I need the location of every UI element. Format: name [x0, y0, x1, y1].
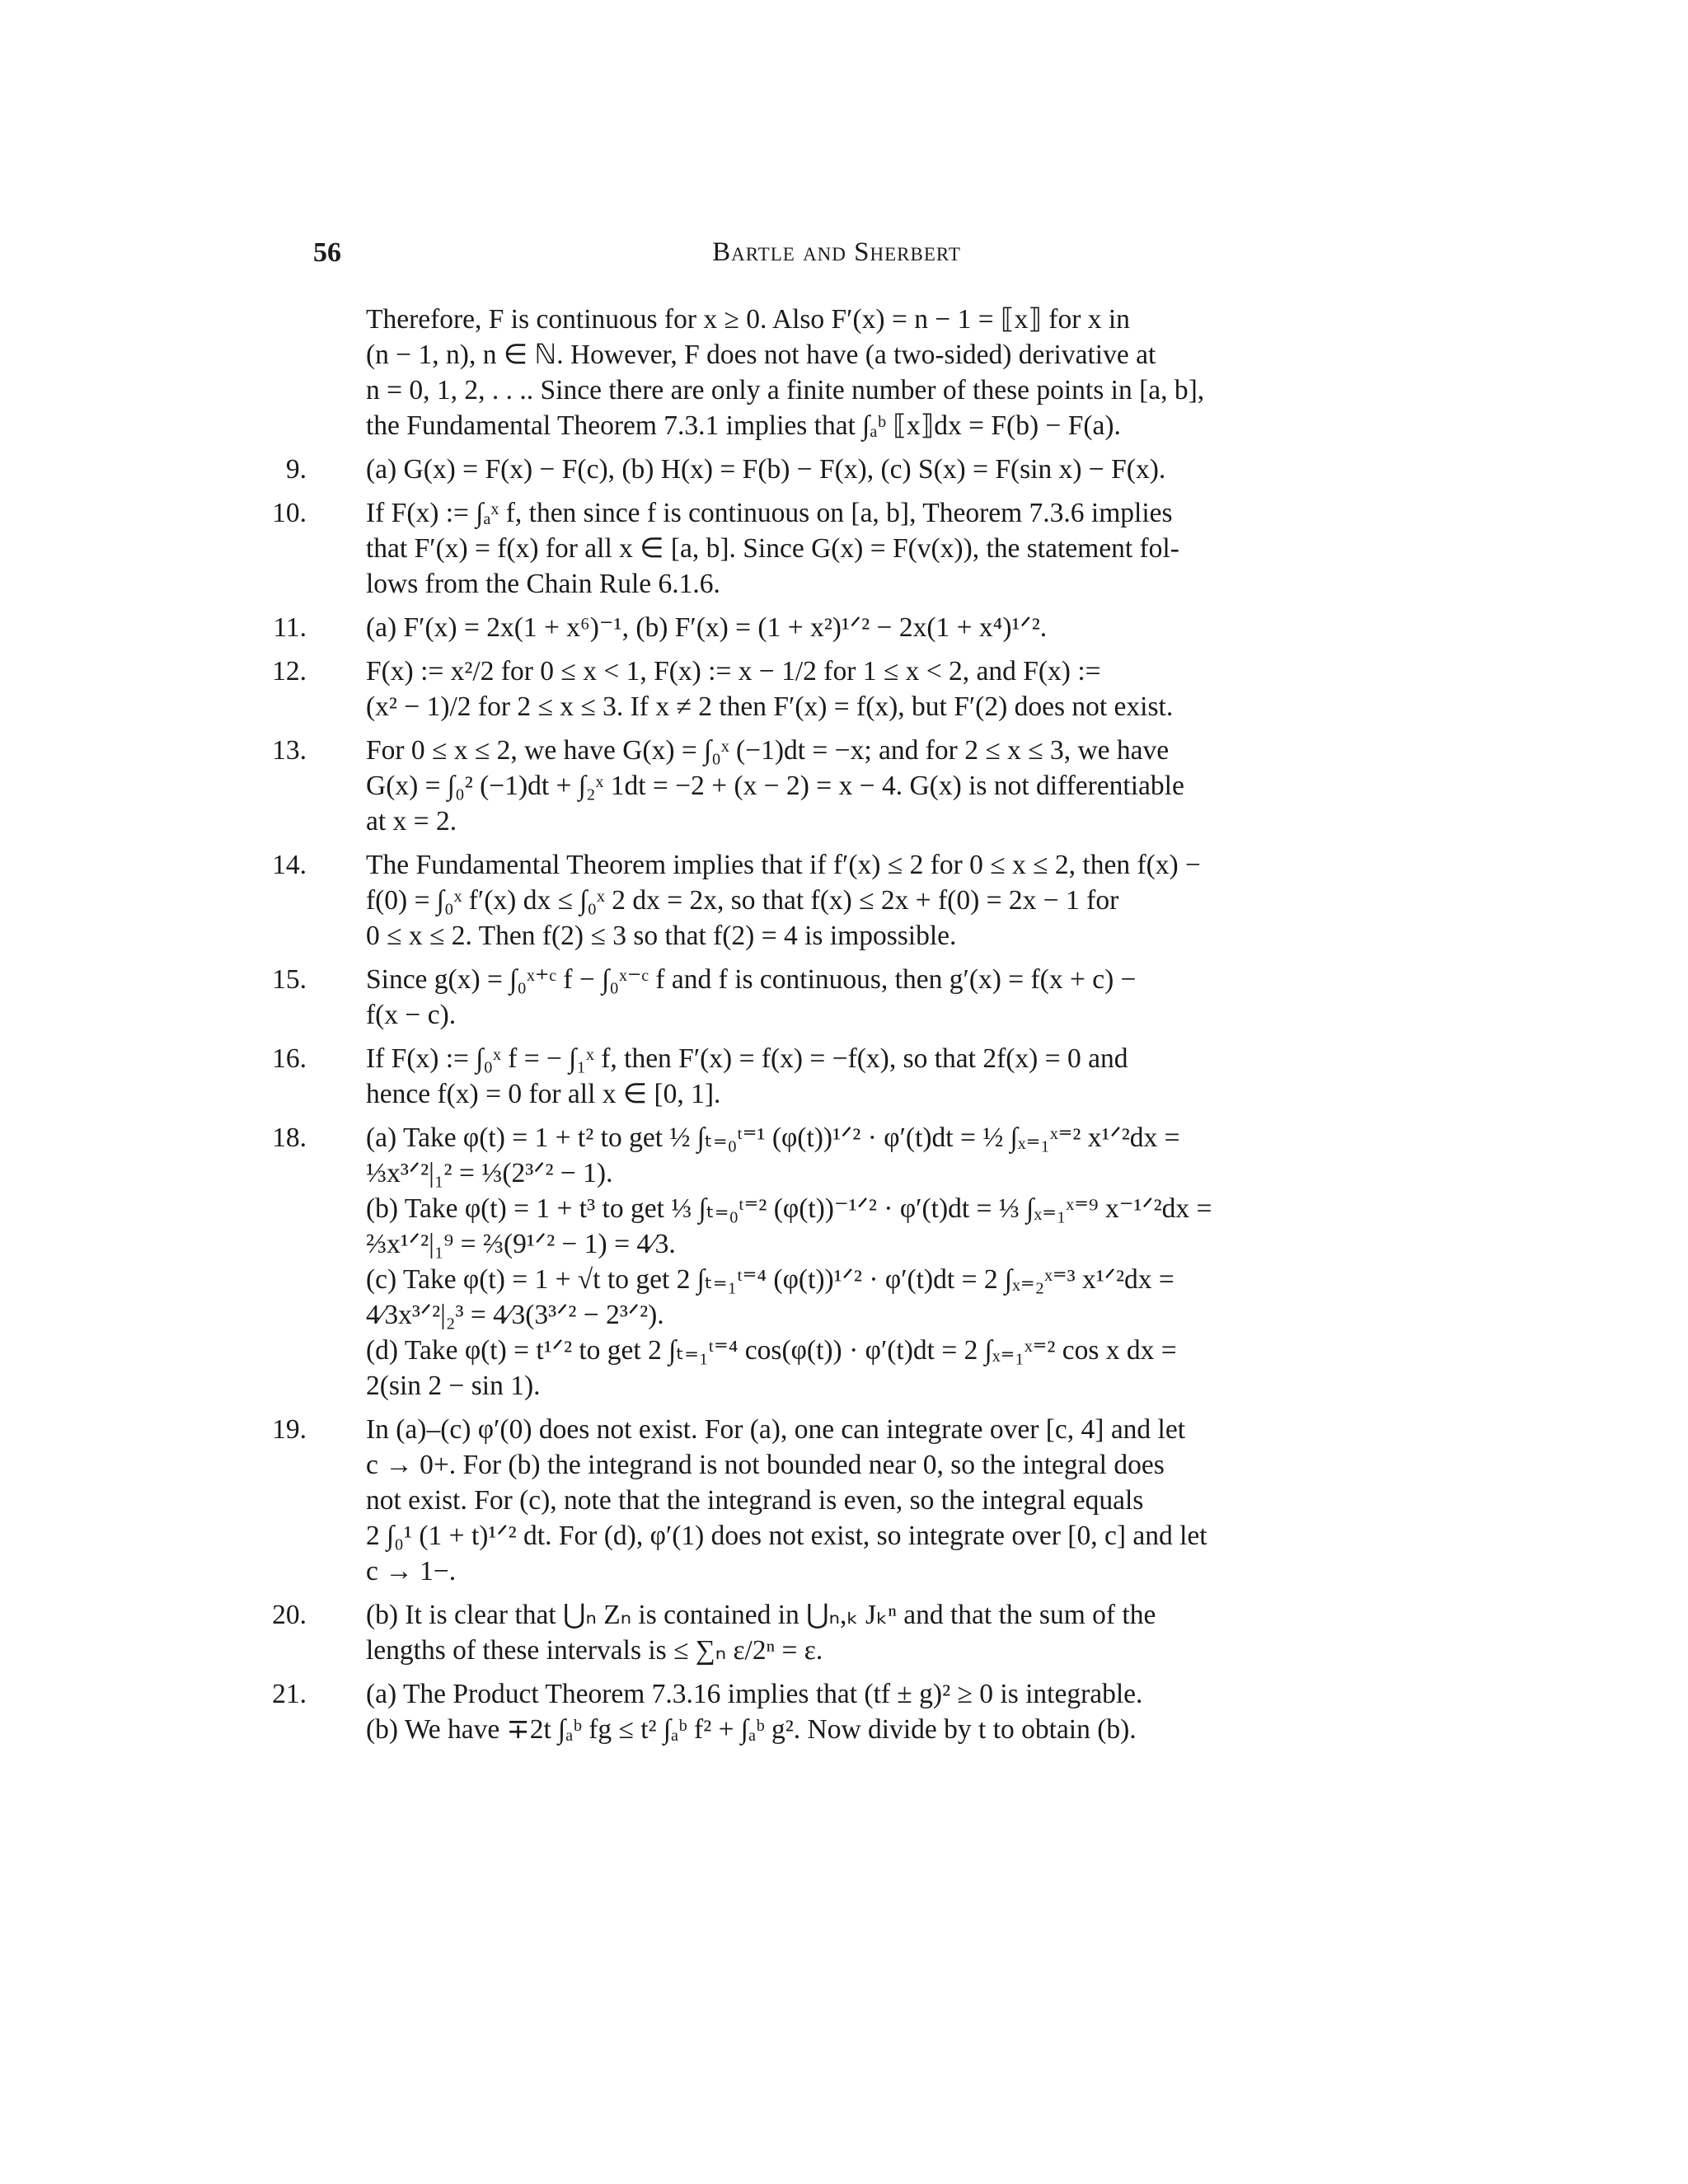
text-line: (n − 1, n), n ∈ ℕ. However, F does not have (a two-sided) derivative at [366, 340, 1156, 370]
text-line: (c) Take φ(t) = 1 + √t to get 2 ∫ₜ₌₁ᵗ⁼⁴ (φ(t))¹ᐟ² · φ′(t)dt = 2 ∫ₓ₌₂ˣ⁼³ x¹ᐟ²dx = [366, 1264, 1175, 1295]
exercise-number: 16. [272, 1043, 307, 1074]
text-line: 2(sin 2 − sin 1). [366, 1371, 541, 1401]
exercise-text [366, 962, 1360, 1033]
exercise-15 [272, 962, 1360, 1033]
exercise-16 [272, 1041, 1360, 1112]
exercise-11 [273, 610, 1360, 645]
text-line: (a) Take φ(t) = 1 + t² to get ½ ∫ₜ₌₀ᵗ⁼¹ (φ(t))¹ᐟ² · φ′(t)dt = ½ ∫ₓ₌₁ˣ⁼² x¹ᐟ²dx = [366, 1122, 1180, 1153]
exercise-number: 14. [272, 850, 307, 880]
exercise-number: 10. [272, 498, 307, 528]
text-line: at x = 2. [366, 806, 457, 837]
text-line: (b) We have ∓2t ∫ₐᵇ fg ≤ t² ∫ₐᵇ f² + ∫ₐᵇ g². Now divide by t to obtain (b). [366, 1714, 1137, 1745]
text-line: that F′(x) = f(x) for all x ∈ [a, b]. Since G(x) = F(v(x)), the statement fol- [366, 533, 1179, 564]
page-header [313, 237, 1360, 279]
exercise-text [366, 1597, 1360, 1668]
text-line: G(x) = ∫₀² (−1)dt + ∫₂ˣ 1dt = −2 + (x − 2) = x − 4. G(x) is not differentiable [366, 771, 1184, 801]
exercise-text [366, 654, 1360, 724]
page-number: 56 [313, 237, 341, 268]
exercise-20 [272, 1597, 1360, 1668]
exercise-18 [272, 1120, 1360, 1404]
text-line: ⅔x¹ᐟ²|₁⁹ = ⅔(9¹ᐟ² − 1) = 4⁄3. [366, 1229, 676, 1259]
exercise-number: 12. [272, 656, 307, 687]
exercise-14 [272, 847, 1360, 954]
exercise-21 [272, 1676, 1360, 1747]
text-line: 2 ∫₀¹ (1 + t)¹ᐟ² dt. For (d), φ′(1) does not exist, so integrate over [0, c] and let [366, 1521, 1207, 1551]
text-line: The Fundamental Theorem implies that if f′(x) ≤ 2 for 0 ≤ x ≤ 2, then f(x) − [366, 850, 1201, 880]
exercise-number: 9. [285, 454, 307, 485]
exercise-text [366, 1412, 1360, 1589]
text-line: lows from the Chain Rule 6.1.6. [366, 569, 720, 599]
text-line: not exist. For (c), note that the integrand is even, so the integral equals [366, 1485, 1144, 1516]
exercise-19 [272, 1412, 1360, 1589]
exercise-text [366, 452, 1360, 487]
text-line: 0 ≤ x ≤ 2. Then f(2) ≤ 3 so that f(2) = 4 is impossible. [366, 921, 957, 951]
exercise-text [366, 610, 1360, 645]
text-line: (x² − 1)/2 for 2 ≤ x ≤ 3. If x ≠ 2 then F′(x) = f(x), but F′(2) does not exist. [366, 691, 1174, 722]
exercise-number: 21. [272, 1679, 307, 1709]
text-line: hence f(x) = 0 for all x ∈ [0, 1]. [366, 1079, 721, 1109]
text-line: If F(x) := ∫₀ˣ f = − ∫₁ˣ f, then F′(x) = f(x) = −f(x), so that 2f(x) = 0 and [366, 1043, 1128, 1074]
text-line: n = 0, 1, 2, . . .. Since there are only a finite number of these points in [a, b], [366, 375, 1205, 405]
exercise-text [366, 302, 1360, 443]
text-line: the Fundamental Theorem 7.3.1 implies that ∫ₐᵇ ⟦x⟧dx = F(b) − F(a). [366, 410, 1121, 441]
exercise-number: 19. [272, 1414, 307, 1445]
text-line: f(0) = ∫₀ˣ f′(x) dx ≤ ∫₀ˣ 2 dx = 2x, so that f(x) ≤ 2x + f(0) = 2x − 1 for [366, 885, 1119, 916]
text-line: (b) It is clear that ⋃ₙ Zₙ is contained in ⋃ₙ,ₖ Jₖⁿ and that the sum of the [366, 1600, 1156, 1630]
exercise-text [366, 1676, 1360, 1747]
text-line: c → 1−. [366, 1556, 457, 1586]
text-line: c → 0+. For (b) the integrand is not bounded near 0, so the integral does [366, 1450, 1165, 1480]
exercise-text [366, 733, 1360, 839]
text-line: (d) Take φ(t) = t¹ᐟ² to get 2 ∫ₜ₌₁ᵗ⁼⁴ cos(φ(t)) · φ′(t)dt = 2 ∫ₓ₌₁ˣ⁼² cos x dx = [366, 1335, 1177, 1366]
text-line: f(x − c). [366, 1000, 457, 1030]
exercise-continuation [313, 302, 1360, 443]
exercise-number: 18. [272, 1122, 307, 1153]
text-line: Since g(x) = ∫₀ˣ⁺ᶜ f − ∫₀ˣ⁻ᶜ f and f is continuous, then g′(x) = f(x + c) − [366, 964, 1137, 995]
exercise-text [366, 495, 1360, 602]
exercise-10 [272, 495, 1360, 602]
exercise-number: 15. [272, 964, 307, 995]
exercise-text [366, 847, 1360, 954]
text-line: (a) The Product Theorem 7.3.16 implies that (tf ± g)² ≥ 0 is integrable. [366, 1679, 1143, 1709]
text-line: Therefore, F is continuous for x ≥ 0. Also F′(x) = n − 1 = ⟦x⟧ for x in [366, 304, 1130, 335]
text-line: ⅓x³ᐟ²|₁² = ⅓(2³ᐟ² − 1). [366, 1158, 613, 1188]
exercise-9 [285, 452, 1360, 487]
text-line: If F(x) := ∫ₐˣ f, then since f is continuous on [a, b], Theorem 7.3.6 implies [366, 498, 1173, 528]
text-line: (b) Take φ(t) = 1 + t³ to get ⅓ ∫ₜ₌₀ᵗ⁼² (φ(t))⁻¹ᐟ² · φ′(t)dt = ⅓ ∫ₓ₌₁ˣ⁼⁹ x⁻¹ᐟ²dx = [366, 1193, 1212, 1224]
exercise-text [366, 1120, 1360, 1404]
exercise-13 [272, 733, 1360, 839]
exercise-number: 20. [272, 1600, 307, 1630]
text-line: (a) G(x) = F(x) − F(c), (b) H(x) = F(b) − F(x), (c) S(x) = F(sin x) − F(x). [366, 454, 1166, 485]
exercise-12 [272, 654, 1360, 724]
text-line: For 0 ≤ x ≤ 2, we have G(x) = ∫₀ˣ (−1)dt = −x; and for 2 ≤ x ≤ 3, we have [366, 735, 1170, 766]
text-line: lengths of these intervals is ≤ ∑ₙ ε/2ⁿ = ε. [366, 1635, 823, 1666]
text-line: (a) F′(x) = 2x(1 + x⁶)⁻¹, (b) F′(x) = (1 + x²)¹ᐟ² − 2x(1 + x⁴)¹ᐟ². [366, 612, 1048, 643]
text-line: F(x) := x²/2 for 0 ≤ x < 1, F(x) := x − 1/2 for 1 ≤ x < 2, and F(x) := [366, 656, 1101, 687]
exercise-number: 13. [272, 735, 307, 766]
exercise-number: 11. [273, 612, 307, 643]
running-head: Bartle and Sherbert [712, 237, 961, 267]
text-line: In (a)–(c) φ′(0) does not exist. For (a), one can integrate over [c, 4] and let [366, 1414, 1186, 1445]
solutions-body [272, 302, 1360, 1755]
text-line: 4⁄3x³ᐟ²|₂³ = 4⁄3(3³ᐟ² − 2³ᐟ²). [366, 1300, 664, 1330]
exercise-text [366, 1041, 1360, 1112]
